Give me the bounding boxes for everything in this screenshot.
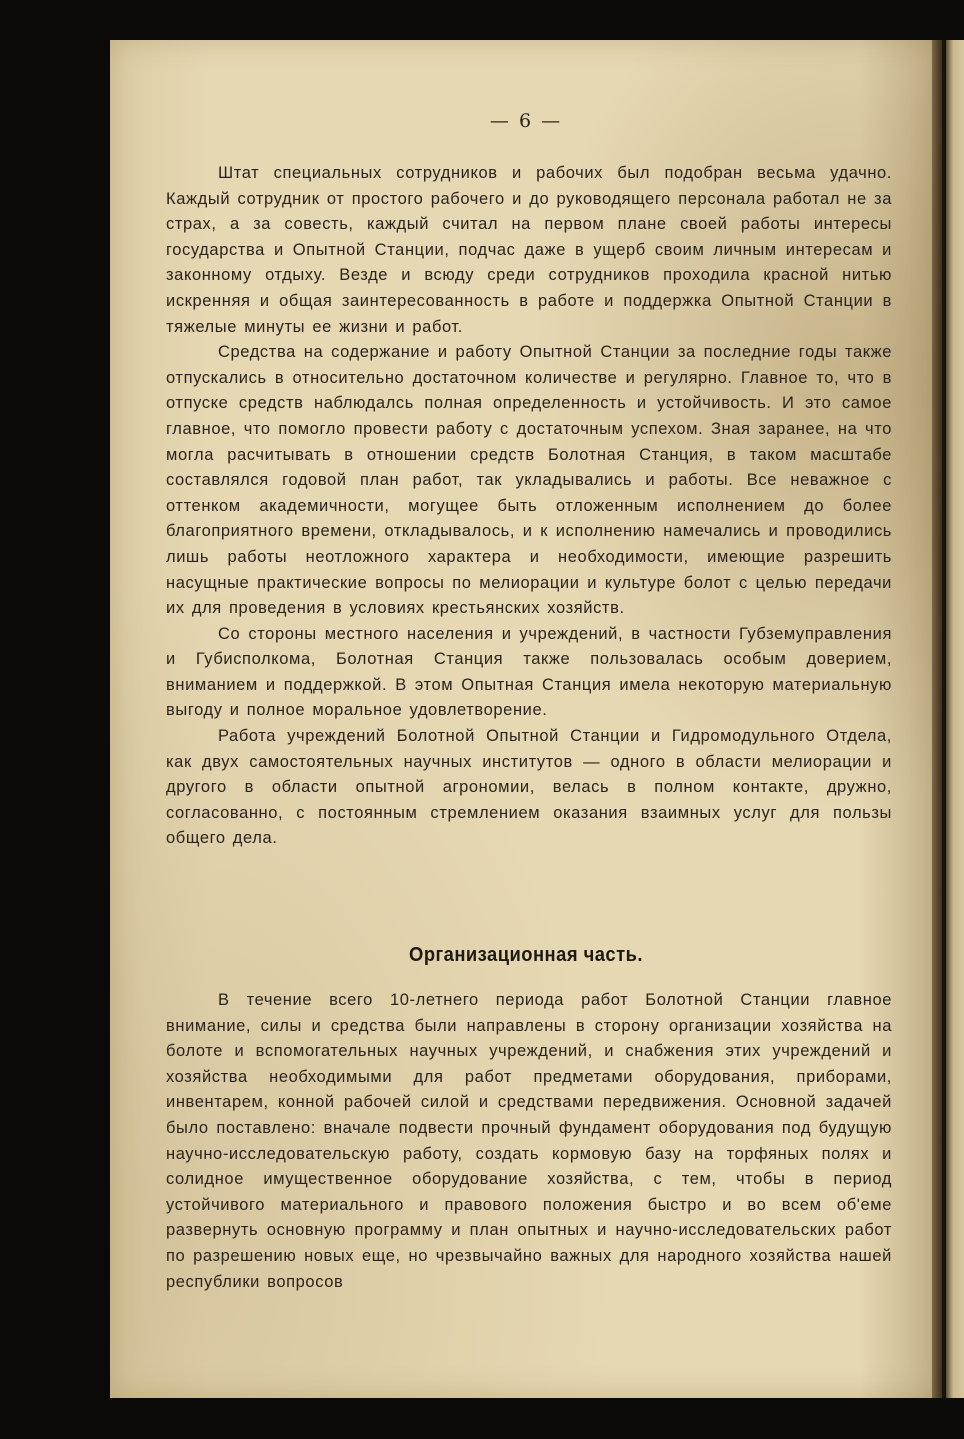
binding-shadow <box>932 40 946 1398</box>
adjacent-page-edge <box>946 40 964 1398</box>
paragraph-local-support: Со стороны местного населения и учреждений, в частности Губземуправления и Губисполкома, Болотная Станция также пользовалась особым доверием, вниманием и поддержкой. В этом Опытная Станция имела некоторую материальную выгоду и полное моральное удовлетворение. <box>166 624 892 720</box>
paragraph-cooperation: Работа учреждений Болотной Опытной Станции и Гидромодульного Отдела, как двух самостоятельных научных институтов — одного в области мелиорации и другого в области опытной агрономии, велась в полном контакте, дружно, согласованно, с постоянным стремлением оказания взаимных услуг для пользы общего дела. <box>166 727 892 848</box>
paragraph-staff: Штат специальных сотрудников и рабочих был подобран весьма удачно. Каждый сотрудник от простого рабочего и до руководящего персонала работал не за страх, а за совесть, каждый считал на первом плане своей работы интересы государства и Опытной Станции, подчас даже в ущерб своим личным интересам и законному отдыху. Везде и всюду среди сотрудников проходила красной нитью искренняя и общая заинтересованность в работе и поддержка Опытной Станции в тяжелые минуты ее жизни и работ. <box>166 164 892 336</box>
paragraph-organization: В течение всего 10-летнего периода работ Болотной Станции главное внимание, силы и средства были направлены в сторону организации хозяйства на болоте и вспомогательных научных учреждений, и снабжения этих учреждений и хозяйства необходимыми для работ предметами оборудования, приборами, инвентарем, конной рабочей силой и средствами передвижения. Основной задачей было поставлено: вначале подвести прочный фундамент оборудования под будущую научно-исследовательскую работу, создать кормовую базу на торфяных полях и солидное имущественное оборудование хозяйства, с тем, чтобы в период устойчивого материального и правового положения быстро и во всем об'еме развернуть основную программу и план опытных и научно-исследовательских работ по разрешению новых еще, но чрезвычайно важных для народного хозяйства нашей республики вопросов <box>166 991 892 1291</box>
body-text-bottom <box>166 988 892 1295</box>
body-text-top <box>166 161 892 852</box>
paragraph-funding: Средства на содержание и работу Опытной Станции за последние годы также отпускались в относительно достаточном количестве и регулярно. Главное то, что в отпуске средств наблюдалсь полная определенность и устойчивость. И это самое главное, что помогло провести работу с достаточным успехом. Зная заранее, на что могла расчитывать в отношении средств Болотная Станция, в таком масштабе составлялся годовой план работ, так укладывались и работы. Все неважное с оттенком академичности, могущее быть отложенным исполнением до более благоприятного времени, откладывалось, и к исполнению намечались и проводились лишь работы неотложного характера и необходимости, имеющие разрешить насущные практические вопросы по мелиорации и культуре болот с целью передачи их для проведения в условиях крестьянских хозяйств. <box>166 343 892 618</box>
section-heading: Организационная часть. <box>409 944 643 966</box>
page-number: — 6 — <box>489 110 563 132</box>
